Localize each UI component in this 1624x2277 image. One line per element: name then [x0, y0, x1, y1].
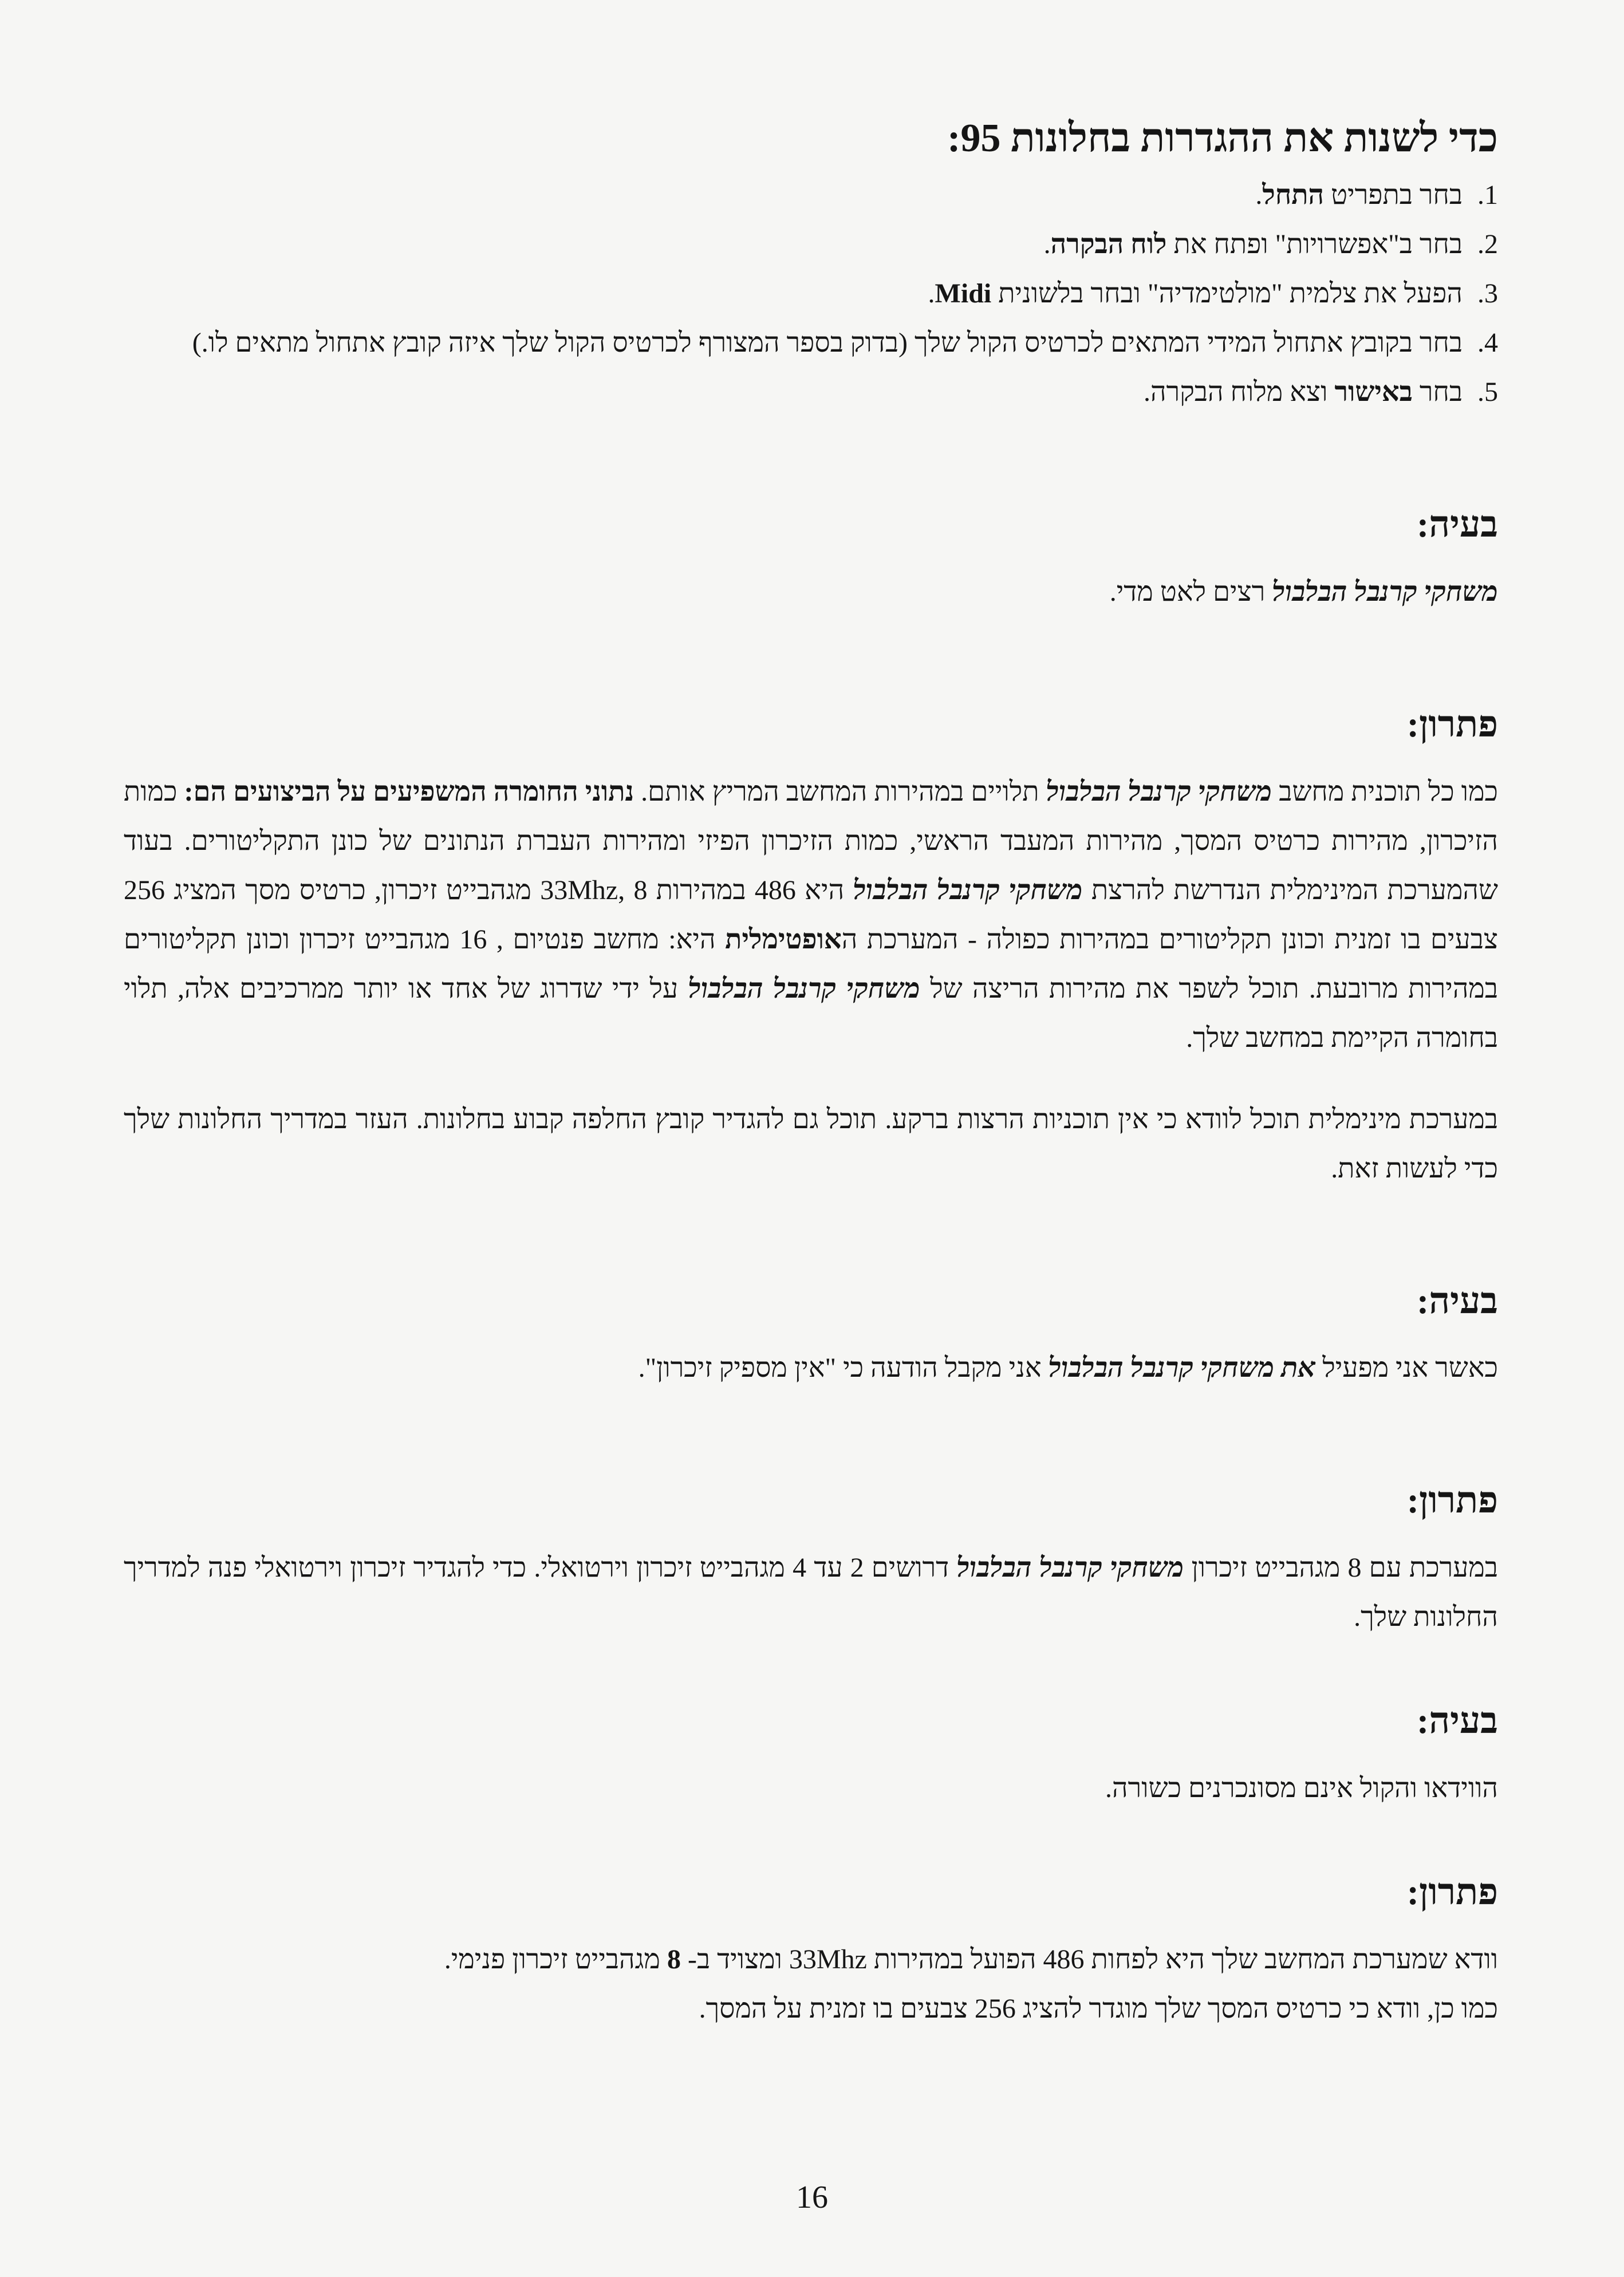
problem-3 — [124, 1699, 1498, 1813]
problem-1 — [124, 503, 1498, 617]
section-title: כדי לשנות את ההגדרות בחלונות 95: — [947, 116, 1498, 160]
game-name: את משחקי קרנבל הבלבול — [1048, 1353, 1316, 1384]
step-number: 5. — [1477, 377, 1498, 407]
solution-1 — [124, 703, 1498, 1193]
solution-text: במערכת עם 8 מגהבייט זיכרון משחקי קרנבל הבלבול דרושים 2 עד 4 מגהבייט זיכרון וירטואלי. כדי להגדיר זיכרון וירטואלי פנה למדריך החלונות שלך. — [124, 1553, 1499, 1633]
game-name: משחקי קרנבל הבלבול — [853, 874, 1083, 905]
step-text: בחר בקובץ אתחול המידי המתאים לכרטיס הקול שלך (בדוק בספר המצורף לכרטיס הקול שלך איזה קובץ אתחול מתאים לו.) — [192, 328, 1463, 358]
step-number: 3. — [1477, 278, 1498, 309]
problem-text: כאשר אני מפעיל את משחקי קרנבל הבלבול אני מקבל הודעה כי "אין מספיק זיכרון". — [638, 1353, 1498, 1384]
problem-heading: בעיה: — [1417, 1280, 1498, 1321]
step-text: בחר ב"אפשרויות" ופתח את לוח הבקרה. — [1043, 229, 1463, 259]
solution-text: כמו כל תוכנית מחשב משחקי קרנבל הבלבול תלויים במהירות המחשב המריץ אותם. נתוני החומרה המשפיעים על הביצועים הם: כמות הזיכרון, מהירות כרטיס המסך, מהירות המעבד הראשי, כמות הזיכרון הפיזי ומהירות העברת הנתונים של כונן התקליטורים. בעוד שהמערכת המינימלית הנדרשת להרצת משחקי קרנבל הבלבול היא 486 במהירות 33Mhz, 8 מגהבייט זיכרון, כרטיס מסך המציג 256 צבעים בו זמנית וכונן תקליטורים במהירות כפולה - המערכת האופטימלית היא: מחשב פנטיום , 16 מגהבייט זיכרון וכונן תקליטורים במהירות מרובעת. תוכל לשפר את מהירות הריצה של משחקי קרנבל הבלבול על ידי שדרוג של אחד או יותר ממרכיבים אלה, תלוי בחומרה הקיימת במחשב שלך. — [124, 776, 1499, 1053]
list-item — [124, 368, 1498, 417]
solution-heading: פתרון: — [1406, 1871, 1498, 1912]
step-number: 2. — [1477, 229, 1498, 259]
list-item — [124, 269, 1498, 318]
step-text: בחר בתפריט התחל. — [1255, 180, 1463, 210]
step-number: 1. — [1477, 180, 1498, 210]
solution-2 — [124, 1479, 1498, 1642]
game-name: משחקי קרנבל הבלבול — [688, 973, 920, 1004]
solution-heading: פתרון: — [1406, 703, 1498, 744]
problem-heading: בעיה: — [1417, 1700, 1498, 1742]
solution-text: כמו כן, וודא כי כרטיס המסך שלך מוגדר להציג 256 צבעים בו זמנית על המסך. — [699, 1993, 1498, 2024]
problem-text: הווידאו והקול אינם מסונכרנים כשורה. — [1105, 1772, 1498, 1803]
solution-text: במערכת מינימלית תוכל לוודא כי אין תוכניות הרצות ברקע. תוכל גם להגדיר קובץ החלפה קבוע בחלונות. העזר במדריך החלונות שלך כדי לעשות זאת. — [124, 1104, 1498, 1184]
list-item — [124, 220, 1498, 269]
problem-text: משחקי קרנבל הבלבול רצים לאט מדי. — [1109, 576, 1498, 607]
game-name: משחקי קרנבל הבלבול — [956, 1553, 1184, 1583]
solution-text: וודא שמערכת המחשב שלך היא לפחות 486 הפועל במהירות 33Mhz ומצויד ב- 8 מגהבייט זיכרון פנימי. — [444, 1944, 1498, 1975]
step-text: הפעל את צלמית "מולטימדיה" ובחר בלשונית Midi. — [928, 278, 1463, 309]
list-item — [124, 318, 1498, 368]
page-content — [124, 115, 1498, 2120]
solution-3 — [124, 1870, 1498, 2034]
game-name: משחקי קרנבל הבלבול — [1046, 776, 1272, 807]
game-name: משחקי קרנבל הבלבול — [1272, 576, 1498, 607]
step-number: 4. — [1477, 328, 1498, 358]
page-number: 16 — [796, 2180, 828, 2215]
problem-heading: בעיה: — [1417, 504, 1498, 545]
steps-list — [124, 171, 1498, 417]
problem-2 — [124, 1279, 1498, 1393]
solution-heading: פתרון: — [1406, 1480, 1498, 1521]
step-text: בחר באישור וצא מלוח הבקרה. — [1144, 377, 1463, 407]
list-item — [124, 171, 1498, 220]
